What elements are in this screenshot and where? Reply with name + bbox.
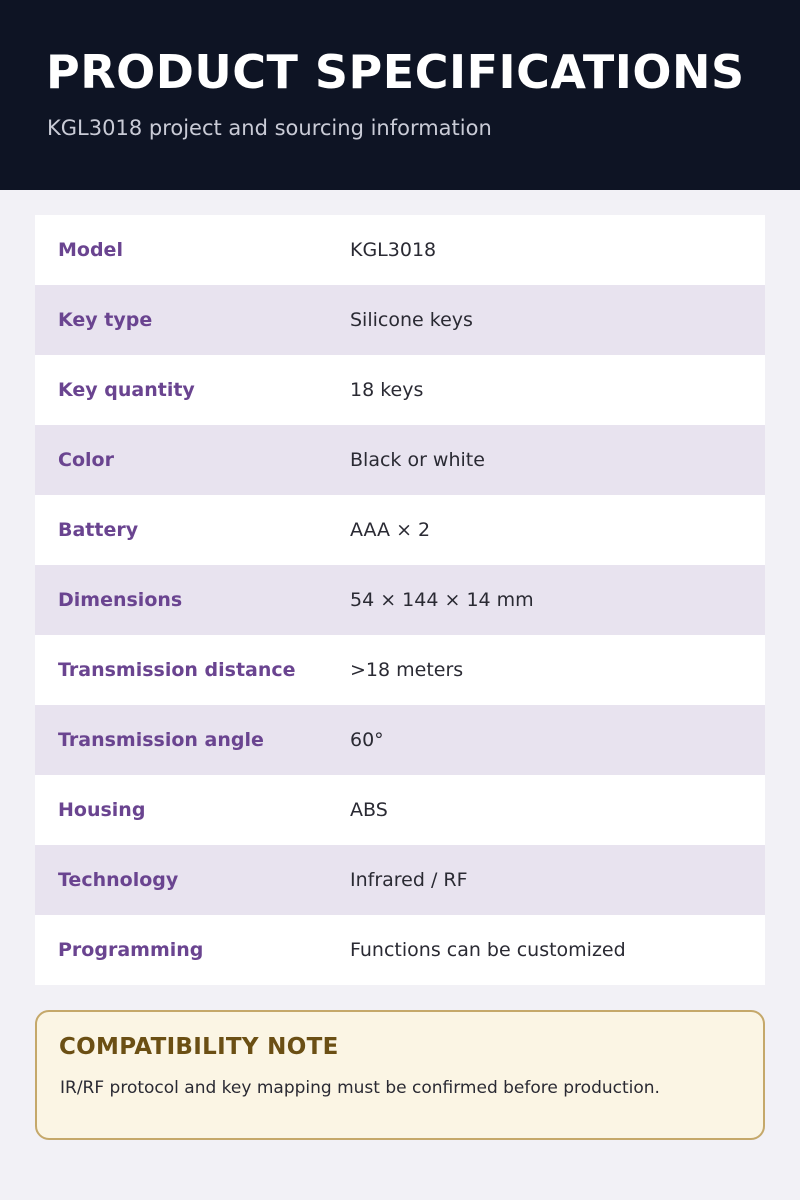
spec-row-programming — [35, 915, 765, 985]
page-title: PRODUCT SPECIFICATIONS — [46, 45, 745, 99]
spec-value: Functions can be customized — [350, 939, 626, 961]
spec-value: ABS — [350, 799, 388, 821]
spec-row-key-quantity — [35, 355, 765, 425]
spec-row-technology — [35, 845, 765, 915]
spec-label: Color — [58, 449, 114, 471]
spec-label: Technology — [58, 869, 179, 891]
spec-value: Infrared / RF — [350, 869, 468, 891]
page-subtitle: KGL3018 project and sourcing information — [47, 116, 492, 140]
compatibility-note — [35, 1010, 765, 1140]
spec-value: 60° — [350, 729, 384, 751]
spec-label: Key type — [58, 309, 153, 331]
spec-value: KGL3018 — [350, 239, 437, 261]
spec-row-color — [35, 425, 765, 495]
spec-label: Transmission angle — [58, 729, 264, 751]
spec-value: Black or white — [350, 449, 485, 471]
spec-value: 18 keys — [350, 379, 424, 401]
spec-row-housing — [35, 775, 765, 845]
spec-label: Dimensions — [58, 589, 183, 611]
page-header — [0, 0, 800, 190]
note-title: COMPATIBILITY NOTE — [59, 1034, 339, 1060]
spec-row-key-type — [35, 285, 765, 355]
spec-row-transmission-angle — [35, 705, 765, 775]
spec-row-dimensions — [35, 565, 765, 635]
spec-value: 54 × 144 × 14 mm — [350, 589, 534, 611]
spec-label: Battery — [58, 519, 139, 541]
spec-label: Transmission distance — [58, 659, 296, 681]
spec-table — [35, 215, 765, 985]
spec-value: AAA × 2 — [350, 519, 431, 541]
spec-row-model — [35, 215, 765, 285]
spec-label: Programming — [58, 939, 204, 961]
spec-row-transmission-distance — [35, 635, 765, 705]
spec-label: Key quantity — [58, 379, 195, 401]
note-text: IR/RF protocol and key mapping must be confirmed before production. — [60, 1078, 660, 1098]
spec-label: Model — [58, 239, 123, 261]
spec-value: Silicone keys — [350, 309, 473, 331]
spec-value: >18 meters — [350, 659, 464, 681]
spec-label: Housing — [58, 799, 146, 821]
spec-row-battery — [35, 495, 765, 565]
